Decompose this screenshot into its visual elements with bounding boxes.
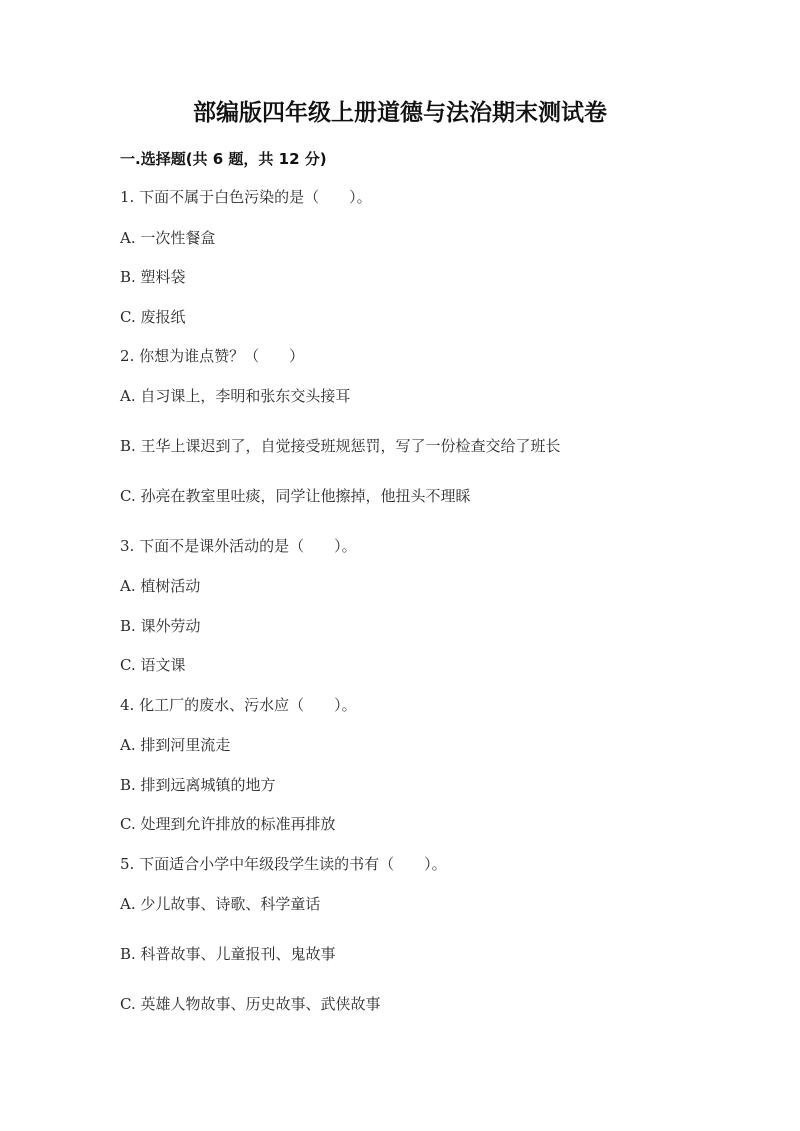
question-1-option-a: A. 一次性餐盒 xyxy=(120,229,216,247)
question-3-option-a: A. 植树活动 xyxy=(120,577,201,595)
question-5-option-a: A. 少儿故事、诗歌、科学童话 xyxy=(120,895,321,913)
question-2-option-b: B. 王华上课迟到了，自觉接受班规惩罚，写了一份检查交给了班长 xyxy=(120,437,561,455)
question-4-option-c: C. 处理到允许排放的标准再排放 xyxy=(120,815,336,833)
question-4-option-b: B. 排到远离城镇的地方 xyxy=(120,776,276,794)
question-5-option-b: B. 科普故事、儿童报刊、鬼故事 xyxy=(120,945,336,963)
question-5-stem: 5. 下面适合小学中年级段学生读的书有（ ）。 xyxy=(120,855,447,873)
question-5-option-c: C. 英雄人物故事、历史故事、武侠故事 xyxy=(120,995,381,1013)
question-2-option-c: C. 孙亮在教室里吐痰，同学让他擦掉，他扭头不理睬 xyxy=(120,487,471,505)
question-3-stem: 3. 下面不是课外活动的是（ ）。 xyxy=(120,537,357,555)
question-1-option-c: C. 废报纸 xyxy=(120,308,186,326)
question-3-option-b: B. 课外劳动 xyxy=(120,617,201,635)
section-heading: 一.选择题(共 6 题，共 12 分) xyxy=(120,150,327,168)
page-title: 部编版四年级上册道德与法治期末测试卷 xyxy=(193,99,607,126)
question-2-stem: 2. 你想为谁点赞？（ ） xyxy=(120,347,305,365)
question-3-option-c: C. 语文课 xyxy=(120,656,186,674)
question-1-stem: 1. 下面不属于白色污染的是（ ）。 xyxy=(120,188,372,206)
question-4-option-a: A. 排到河里流走 xyxy=(120,736,231,754)
question-2-option-a: A. 自习课上，李明和张东交头接耳 xyxy=(120,387,351,405)
question-4-stem: 4. 化工厂的废水、污水应（ ）。 xyxy=(120,696,357,714)
question-1-option-b: B. 塑料袋 xyxy=(120,268,186,286)
